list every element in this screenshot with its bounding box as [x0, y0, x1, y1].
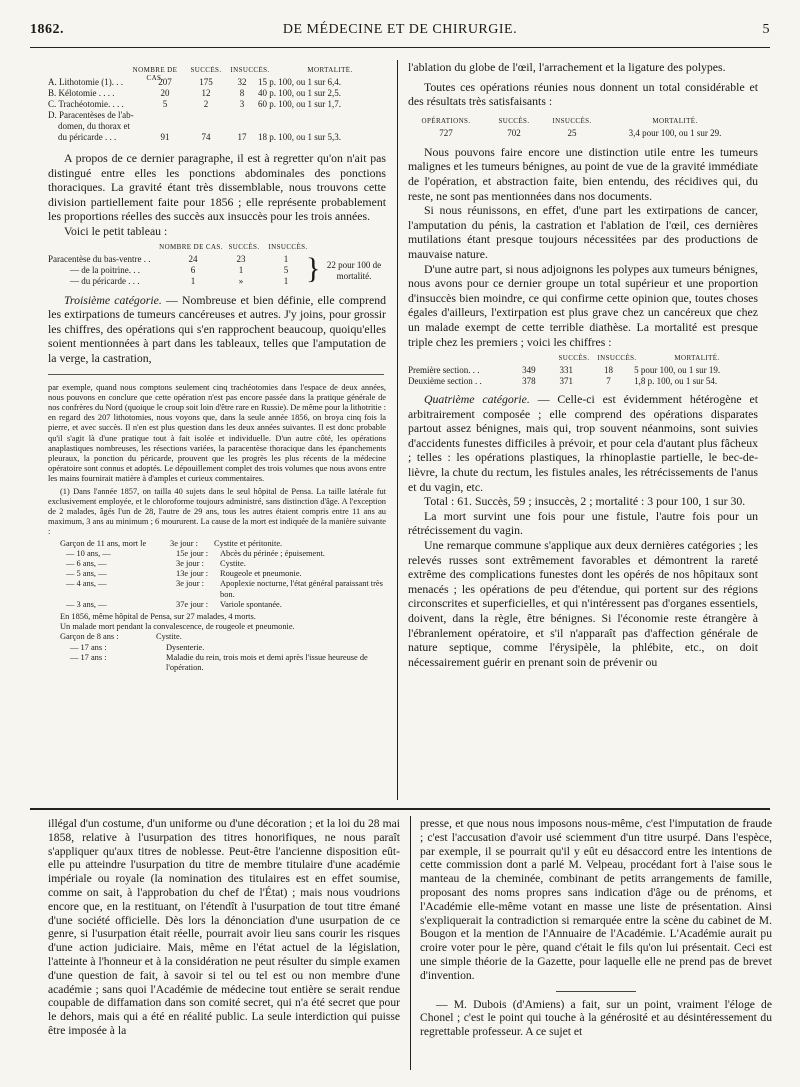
death-age: Garçon de 8 ans : — [60, 632, 119, 642]
brace-glyph: } — [306, 251, 321, 285]
row-label: domen, du thorax et — [58, 121, 130, 131]
list-item — [48, 539, 386, 549]
row-label: Deuxième section . . — [408, 376, 482, 387]
cell-failure: 7 — [606, 376, 611, 387]
cell-cases: 1 — [190, 275, 196, 286]
th-mortality: MORTALITÉ. — [307, 66, 353, 74]
cell-failure: 3 — [239, 99, 245, 109]
paragraph: — M. Dubois (d'Amiens) a fait, sur un point, vraiment l'éloge de Chonel ; c'est le point qui touche à la générosité et au désintéressement du regrettable professeur. A ce sujet et — [420, 997, 772, 1039]
death-cause: Apoplexie nocturne, l'état général paraissant très bon. — [220, 579, 383, 599]
death-cause: Variole spontanée. — [220, 599, 282, 609]
paragraph: D'une autre part, si nous adjoignons les polypes aux tumeurs bénignes, nous avons pour ce dernier groupe un total supérieur et une proportion d'insuccès bien moindre, ce qui confirme cette opinion que, toutes choses égales d'ailleurs, l'extirpation est plus grave chez un cancéreux que chez un malade exempt de cette terrible diathèse. La mortalité est presque triple chez les premiers ; voici les chiffres : — [408, 261, 758, 349]
footnote-1856: En 1856, même hôpital de Pensa, sur 27 malades, 4 morts. — [60, 612, 256, 621]
paragraph: Si nous réunissons, en effet, d'une part les extirpations de cancer, l'amputation du pénis, la castration et l'ablation de l'œil, ces dernières mutilations étant presque toujours nécessitées par des productions de mauvaise nature. — [408, 203, 758, 261]
list-item — [48, 643, 386, 653]
death-age: — 17 ans : — [70, 652, 107, 662]
right-column — [408, 60, 758, 804]
table-row — [408, 128, 758, 139]
death-age: — 17 ans : — [70, 642, 107, 652]
death-cause: Rougeole et pneumonie. — [220, 569, 302, 579]
table-row — [48, 110, 386, 121]
cell-cases: 207 — [158, 77, 172, 87]
list-item — [48, 549, 386, 559]
row-label: du péricarde . . . — [58, 132, 117, 142]
list-item — [48, 632, 386, 642]
cell-mortality: 1,8 p. 100, ou 1 sur 54. — [634, 376, 718, 387]
th-success: SUCCÈS. — [558, 354, 590, 363]
cell-success: 1 — [238, 264, 244, 275]
death-day: 15e jour : — [176, 548, 209, 558]
death-cause: Cystite. — [156, 632, 182, 642]
column-divider-top — [397, 60, 398, 800]
column-divider-bottom — [410, 816, 411, 1070]
list-item — [48, 569, 386, 579]
page-header — [30, 22, 770, 40]
cell-success: 331 — [559, 365, 573, 376]
category-3-title: Troisième catégorie. — [64, 292, 162, 307]
table-row — [408, 365, 758, 376]
death-day: 3e jour : — [170, 538, 198, 548]
header-rule — [30, 47, 770, 48]
paragraph: Toutes ces opérations réunies nous donnent un total considérable et des résultats très satisfaisants : — [408, 79, 758, 109]
th-cases: NOMBRE DE CAS. — [132, 66, 178, 82]
row-label: Paracentèse du bas-ventre . . — [48, 253, 151, 264]
cell-failure: 32 — [237, 77, 247, 87]
list-item — [48, 579, 386, 599]
list-item — [48, 600, 386, 610]
table-row — [48, 121, 386, 132]
table-total — [408, 117, 758, 139]
section-rule — [30, 808, 770, 810]
th-cases: NOMBRE DE CAS. — [159, 242, 223, 251]
cell-mortality: 15 p. 100, ou 1 sur 6,4. — [258, 77, 341, 87]
cell-mortality: 60 p. 100, ou 1 sur 1,7. — [258, 99, 341, 109]
death-list-1856 — [48, 632, 386, 673]
death-cause: Maladie du rein, trois mois et demi après l'issue heureuse de l'opération. — [166, 652, 368, 673]
cell-success: 23 — [236, 253, 246, 264]
footnote-convalescence: Un malade mort pendant la convalescence, de rougeole et pneumonie. — [60, 622, 295, 632]
table-paracentesis — [48, 243, 386, 287]
cell-mortality: 18 p. 100, ou 1 sur 5,3. — [258, 132, 341, 142]
bottom-left-column — [48, 817, 400, 1075]
th-mortality: MORTALITÉ. — [652, 116, 698, 125]
row-label: D. Paracentèses de l'ab- — [48, 110, 134, 120]
death-day: 3e jour : — [176, 558, 204, 568]
row-label: A. Lithotomie (1). . . — [48, 77, 123, 87]
bottom-right-column — [420, 817, 772, 1075]
mortality-note: 22 pour 100 de mortalité. — [326, 259, 382, 281]
footnote-continued: par exemple, quand nous comptons seulement cinq trachéotomies dans l'espace de deux années, nous pouvons en conclure que cette opération n'est pas encore passée dans la pratique générale de nos confrères du Nord (quoique le croup soit loin d'être rare en Russie). De même pour la lithotritie : en regard des 207 lithotomies, nous voyons que, dans la seule année 1856, on broya cinq fois la pierre, et avec succès. Il n'en est plus question dans les deux années suivantes. Il est donc probable qu'il s'agit là d'une pratique tout à fait isolée et individuelle. D'un autre côté, les opérations anaplastiques nombreuses, les résections variées, la paracentèse thoracique dans les épanchements pleuraux, la ponction du péricarde, prouvent que les progrès les plus récents de la médecine opératoire sont connus et adoptés. Le dépouillement complet des trois volumes que nous avons entre les mains fournirait matière à d'amples et curieux commentaires. — [48, 382, 386, 484]
th-success: SUCCÈS. — [498, 116, 530, 125]
death-list-1857 — [48, 539, 386, 610]
th-failure: INSUCCÈS. — [552, 116, 592, 125]
table-row — [48, 77, 386, 88]
paragraph: illégal d'un costume, d'un uniforme ou d'une décoration ; et la loi du 28 mai 1858, relative à l'usurpation des titres honorifiques, ne nous paraît s'appliquer qu'aux titres de noblesse. Peut-être l'ancienne disposition eût-elle pu atteindre l'usurpation du titre de membre titulaire d'une académie impériale ou royale (la nomination des titulaires est en effet soumise, comme on sait, à l'approbation du chef de l'État) ; mais nous voudrions encore que, en la restituant, on l'étendît à l'usurpation de tout titre émané d'une société officielle. Dès lors la dénonciation d'une usurpation de ce genre, si l'usurpation était réelle, pourrait avoir lieu sans courir les risques d'une action judiciaire. Mais, même en l'état actuel de la législation, l'atteinte à l'honneur et à la considération ne peut résulter du simple examen d'une question de fait, à savoir si tel ou tel est ou non membre d'une académie ; sans quoi l'Académie de médecine tout entière se serait rendue coupable de diffamation dans son comité secret, qui n'a été secret que pour le dehors, mais qui a été en réalité public. La seule interdiction qui puisse être imposée à la — [48, 817, 400, 1037]
death-cause: Cystite et péritonite. — [214, 538, 283, 548]
footnote-1: (1) Dans l'année 1857, on tailla 40 sujets dans le seul hôpital de Pensa. La taille latérale fut exclusivement employée, et le chloroforme toujours administré, sans distinction d'âge. A l'exception de 2 malades, âgés l'un de 28, l'autre de 29 ans, tous les autres étaient compris entre 11 ans au maximum, 3 ans au minimum ; 6 moururent. La cause de la mort est indiquée de la manière suivante : — [48, 486, 386, 537]
death-cause: Dysenterie. — [166, 642, 205, 652]
death-age: — 6 ans, — — [66, 558, 107, 568]
cell-operations: 727 — [439, 127, 453, 138]
cell-success: 175 — [199, 77, 213, 87]
death-age: — 4 ans, — — [66, 579, 107, 589]
cell-cases: 6 — [190, 264, 196, 275]
row-label: B. Kélotomie . . . . — [48, 88, 115, 98]
th-failure: INSUCCÈS. — [268, 242, 308, 251]
cell-failure: 1 — [283, 253, 289, 264]
death-age: — 5 ans, — — [66, 569, 107, 579]
header-title: DE MÉDECINE ET DE CHIRURGIE. — [282, 22, 518, 37]
paragraph: Voici le petit tableau : — [64, 223, 168, 238]
category-4-title: Quatrième catégorie. — [424, 392, 530, 407]
cell-failure: 5 — [283, 264, 289, 275]
cell-success: 12 — [201, 88, 211, 98]
cell-failure: 1 — [283, 275, 289, 286]
death-day: 3e jour : — [176, 579, 204, 589]
th-operations: OPÉRATIONS. — [421, 116, 471, 125]
paragraph: La mort survint une fois pour une fistule, l'autre fois pour un rétrécissement du vagin. — [408, 508, 758, 538]
cell-mortality: 3,4 pour 100, ou 1 sur 29. — [628, 127, 722, 138]
paragraph: Une remarque commune s'applique aux deux dernières catégories ; les relevés russes sont extrêmement favorables et démontrent la rareté extrême des complications funestes dont les opérés de nos hôpitaux sont menacés ; les opérations de peu d'étendue, qui portent sur des régions circonscrites et superficielles, et qui n'intéressent pas d'organes essentiels, doivent, dans la règle, être bénignes. Si l'économie reste étrangère à l'ébranlement opératoire, et s'il n'apparaît pas d'affection générale de nature septique, comme l'érysipèle, la phlébite, etc., on doit nécessairement guérir en prenant soin de prévenir ou — [408, 538, 758, 669]
header-year: 1862. — [30, 22, 64, 37]
row-label: — de la poitrine. . . — [70, 264, 140, 275]
table-row — [408, 376, 758, 387]
table-row — [48, 99, 386, 110]
death-day: 13e jour : — [176, 569, 209, 579]
table-sections — [408, 354, 758, 387]
cell-failure: 25 — [567, 127, 577, 138]
th-mortality: MORTALITÉ. — [674, 354, 720, 363]
death-cause: Cystite. — [220, 558, 246, 568]
cell-success: 74 — [201, 132, 211, 142]
paragraph: A propos de ce dernier paragraphe, il est à regretter qu'on n'ait pas distingué entre elles les ponctions abdominales des ponctions thoraciques. La gravité étant très dissemblable, nous trouvons cette division partiellement faite pour 1856 ; elle représente probablement les proportions réelles des succès aux insuccès pour les trois années. — [48, 151, 386, 224]
cell-cases: 20 — [160, 88, 170, 98]
paragraph: presse, et que nous nous imposons nous-même, c'est l'imputation de fraude ; c'est l'accusation d'avoir usé sciemment d'un titre usurpé. Dans l'espèce, par exemple, il se pourrait qu'il y eût eu désaccord entre les intentions de cette commission dont a parlé M. Velpeau, procédant fort à l'aise sous le manteau de la cheminée, combinant de petits arrangements de famille, proposant des noms propres sans indication d'âge ou de prénoms, et l'Académie elle-même votant en masse une liste de présentation. Ainsi s'expliquerait la contradiction si remarquée entre la scène du cabinet de M. Bougon et la mention de l'Annuaire de l'Académie. L'Académie aurait pu croire voter pour le père, quand c'était le fils qu'on lui présentait. Ceci est une simple théorie de la Gazette, pour laquelle elle ne prend pas de brevet d'invention. — [420, 817, 772, 982]
th-success: SUCCÈS. — [228, 242, 260, 251]
paragraph: Nous pouvons faire encore une distinction utile entre les tumeurs malignes et les tumeurs bénignes, au point de vue de la gravité immédiate de l'opération, et abstraction faite, bien entendu, des récidives qui, du reste, ne sont pas mentionnées dans nos documents. — [408, 144, 758, 203]
page-number: 5 — [762, 22, 770, 37]
cell-mortality: 5 pour 100, ou 1 sur 19. — [634, 365, 721, 376]
cell-success: 702 — [507, 127, 521, 138]
death-age: — 10 ans, — — [66, 548, 111, 558]
list-item — [48, 559, 386, 569]
death-age: — 3 ans, — — [66, 599, 107, 609]
death-age: Garçon de 11 ans, mort le — [60, 538, 147, 548]
table-row — [48, 132, 386, 143]
cell-failure: 8 — [239, 88, 245, 98]
death-cause: Abcès du périnée ; épuisement. — [220, 548, 325, 558]
category-4-text: — Celle-ci est évidemment hétérogène et arbitrairement composée ; elle comprend des opérations disparates partout assez bénignes, mais qui, trop souvent néanmoins, sont suivies d'accidents funestes difficiles à prévoir, et pour cela d'autant plus fâcheux ; telles : les opérations plastiques, la rhinoplastie partielle, le bec-de-lièvre, la chute du rectum, les fistules anales, les rétrécissements de l'anus et du vagin, etc. — [408, 392, 758, 494]
row-label: — du péricarde . . . — [70, 275, 140, 286]
th-failure: INSUCCÈS. — [597, 354, 637, 363]
table-operations-1 — [48, 66, 386, 143]
cell-cases: 24 — [188, 253, 198, 264]
paragraph-category-3 — [48, 293, 386, 366]
cell-success: » — [238, 275, 244, 286]
paragraph: l'ablation du globe de l'œil, l'arrachement et la ligature des polypes. — [408, 60, 726, 74]
row-label: Première section. . . — [408, 365, 480, 376]
paragraph-total: Total : 61. Succès, 59 ; insuccès, 2 ; mortalité : 3 pour 100, 1 sur 30. — [424, 494, 746, 509]
left-column — [48, 66, 386, 804]
cell-total: 378 — [522, 376, 536, 387]
th-failure: INSUCCÈS. — [230, 66, 270, 74]
cell-success: 371 — [559, 376, 573, 387]
paragraph-category-4 — [408, 392, 758, 494]
cell-failure: 18 — [604, 365, 614, 376]
row-label: C. Trachéotomie. . . . — [48, 99, 124, 109]
category-3-text: — Nombreuse et bien définie, elle comprend les extirpations de tumeurs cancéreuses et autres. J'y joins, pour grossir les chiffres, des opérations qui s'en rapprochent beaucoup, quoiqu'elles soient mentionnées à part dans les tableaux, telles que l'amputation de la verge, la castration, — [48, 292, 386, 365]
cell-total: 349 — [522, 365, 536, 376]
separator-rule — [556, 991, 636, 992]
cell-success: 2 — [203, 99, 209, 109]
list-item — [48, 653, 386, 673]
th-success: SUCCÈS. — [190, 66, 222, 74]
cell-mortality: 40 p. 100, ou 1 sur 2,5. — [258, 88, 341, 98]
cell-cases: 5 — [162, 99, 168, 109]
cell-cases: 91 — [160, 132, 170, 142]
table-row — [48, 88, 386, 99]
cell-failure: 17 — [237, 132, 247, 142]
death-day: 37e jour : — [176, 599, 209, 609]
footnote-rule — [48, 374, 384, 375]
